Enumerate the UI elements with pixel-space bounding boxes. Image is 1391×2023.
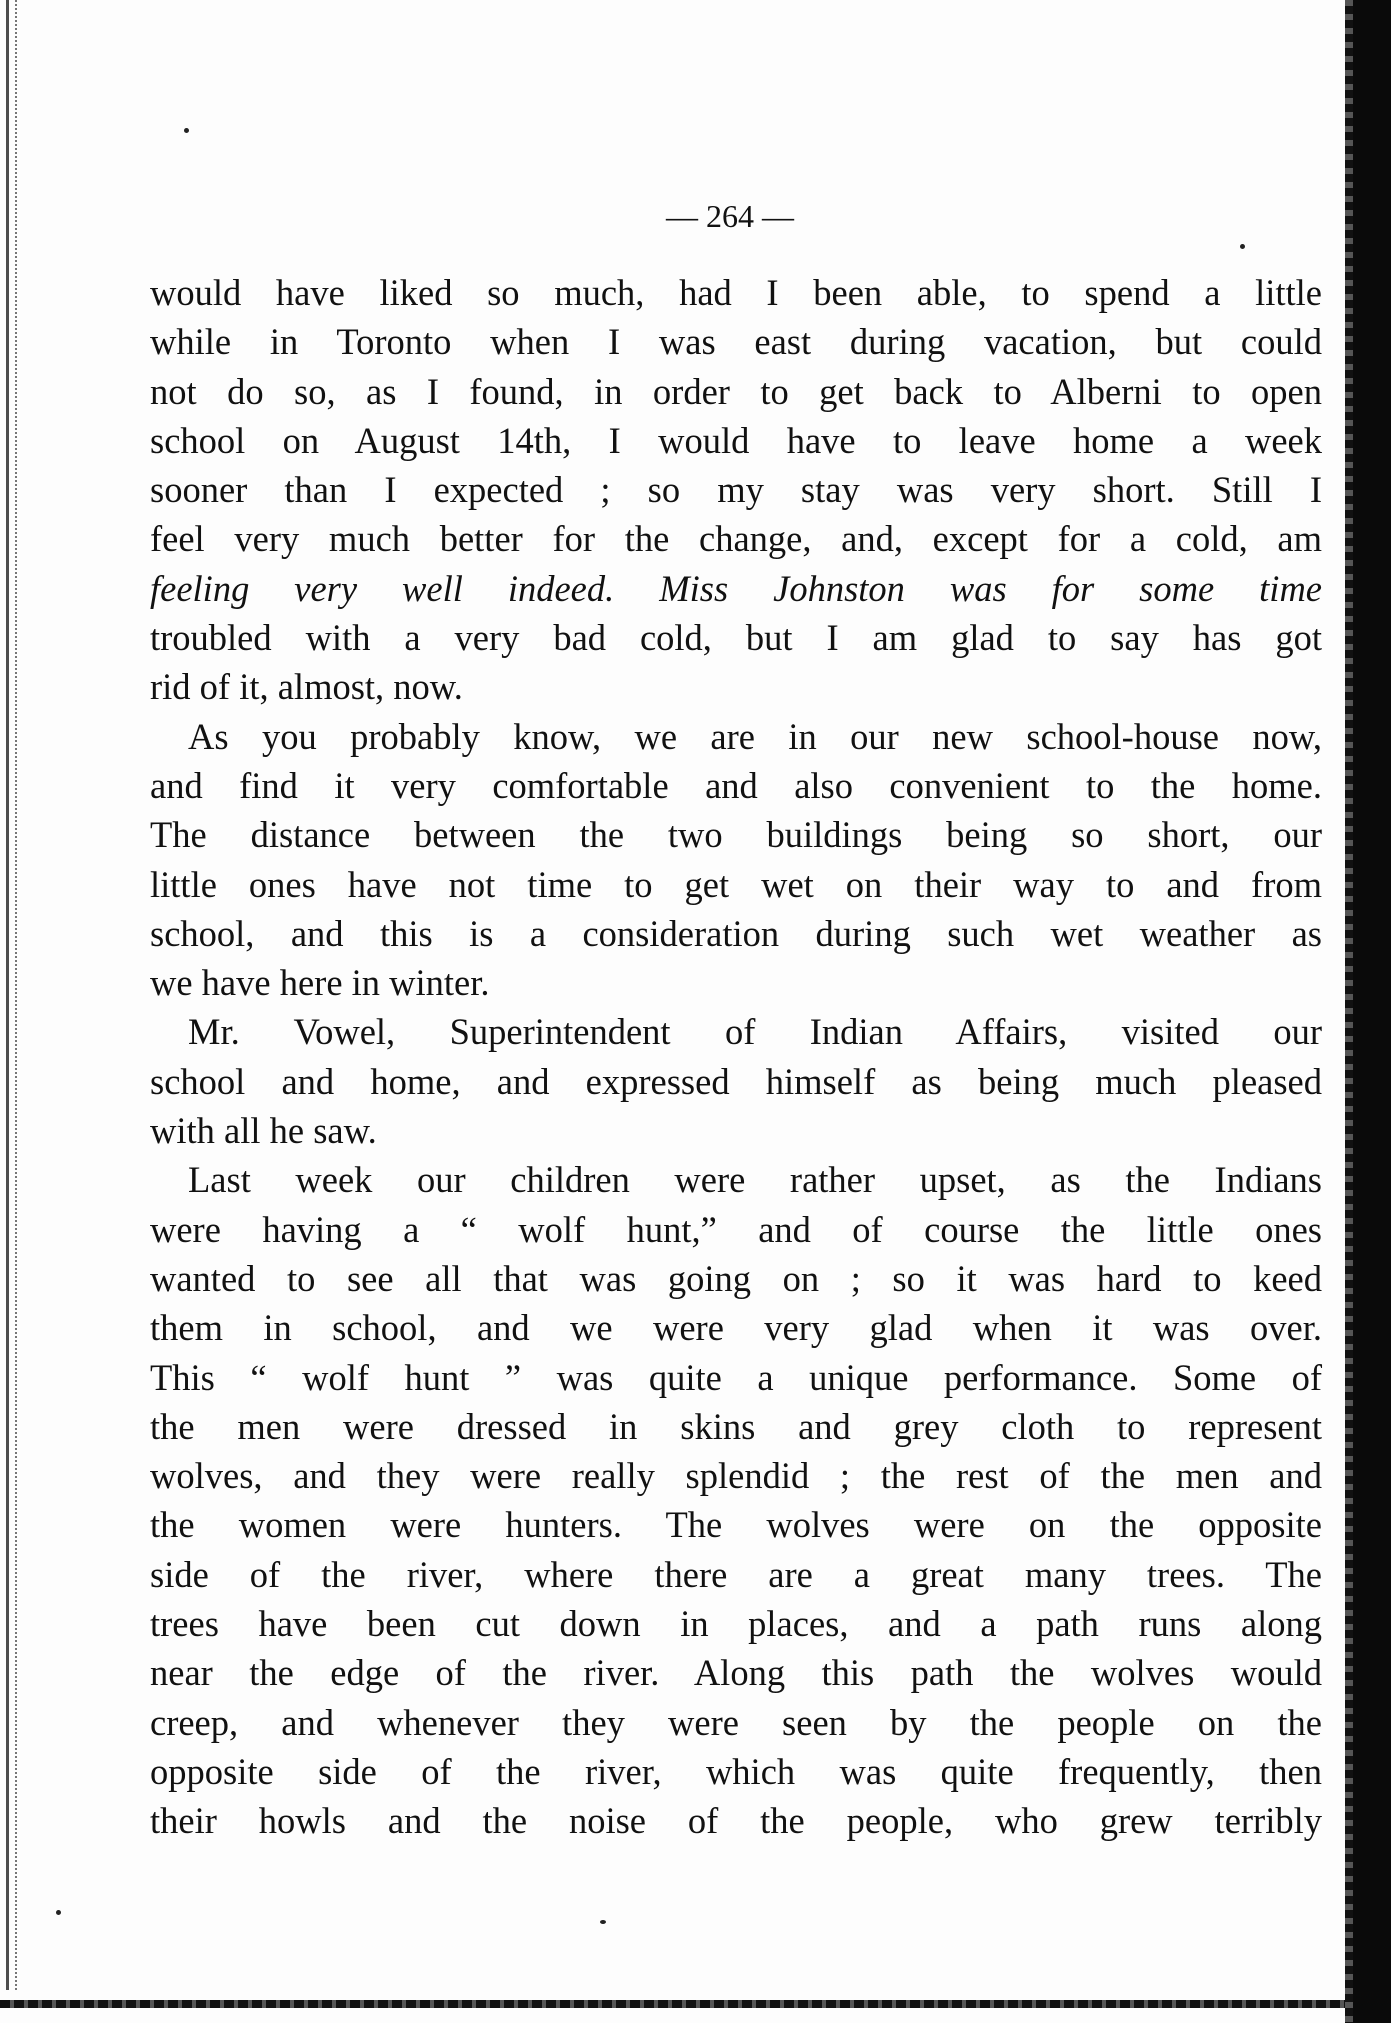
text-line: wolves, and they were really splendid ; the rest of the men and xyxy=(150,1455,1322,1497)
text-line: school and home, and expressed himself as being much pleased xyxy=(150,1060,1322,1102)
text-line: would have liked so much, had I been able, to spend a little xyxy=(150,272,1322,313)
text-line: school on August 14th, I would have to leave home a week xyxy=(150,419,1322,461)
text-line: creep, and whenever they were seen by the people on the xyxy=(150,1701,1322,1743)
text-line: with all he saw. xyxy=(150,1110,377,1152)
text-line: the men were dressed in skins and grey cloth to represent xyxy=(150,1405,1322,1447)
text-line: troubled with a very bad cold, but I am glad to say has got xyxy=(150,617,1322,659)
text-line: little ones have not time to get wet on their way to and from xyxy=(150,863,1322,905)
text-line: were having a “ wolf hunt,” and of course the little ones xyxy=(150,1208,1322,1250)
ink-speck xyxy=(184,128,189,133)
bottom-scan-edge xyxy=(0,2000,1345,2008)
text-line: feeling very well indeed. Miss Johnston was for some time xyxy=(150,567,1322,609)
text-line: As you probably know, we are in our new school-house now, xyxy=(188,715,1322,757)
text-line: Last week our children were rather upset, as the Indians xyxy=(188,1159,1322,1201)
text-line: side of the river, where there are a great many trees. The xyxy=(150,1553,1322,1595)
text-line: The distance between the two buildings being so short, our xyxy=(150,814,1322,856)
text-line: Mr. Vowel, Superintendent of Indian Affairs, visited our xyxy=(188,1011,1322,1053)
text-line: their howls and the noise of the people, who grew terribly xyxy=(150,1800,1322,1842)
text-line: rid of it, almost, now. xyxy=(150,666,463,708)
text-line: not do so, as I found, in order to get back to Alberni to open xyxy=(150,370,1322,412)
text-line: near the edge of the river. Along this path the wolves would xyxy=(150,1652,1322,1694)
text-line: and find it very comfortable and also convenient to the home. xyxy=(150,764,1322,806)
text-line: sooner than I expected ; so my stay was very short. Still I xyxy=(150,469,1322,511)
text-line: feel very much better for the change, and, except for a cold, am xyxy=(150,518,1322,560)
right-scan-edge xyxy=(1345,0,1391,2023)
ink-speck xyxy=(1240,244,1245,249)
ink-speck xyxy=(56,1910,61,1915)
text-line: wanted to see all that was going on ; so it was hard to keed xyxy=(150,1257,1322,1299)
text-line: school, and this is a consideration during such wet weather as xyxy=(150,912,1322,954)
text-line: trees have been cut down in places, and a path runs along xyxy=(150,1603,1322,1645)
left-binding-edge xyxy=(6,0,17,1990)
body-text xyxy=(150,268,1322,1846)
ink-speck xyxy=(600,1920,606,1924)
text-line: opposite side of the river, which was quite frequently, then xyxy=(150,1750,1322,1792)
text-line: we have here in winter. xyxy=(150,962,490,1004)
text-line: while in Toronto when I was east during vacation, but could xyxy=(150,321,1322,363)
text-line: them in school, and we were very glad when it was over. xyxy=(150,1307,1322,1349)
text-line: This “ wolf hunt ” was quite a unique performance. Some of xyxy=(150,1356,1322,1398)
text-line: the women were hunters. The wolves were on the opposite xyxy=(150,1504,1322,1546)
page-number: — 264 — xyxy=(666,198,794,234)
